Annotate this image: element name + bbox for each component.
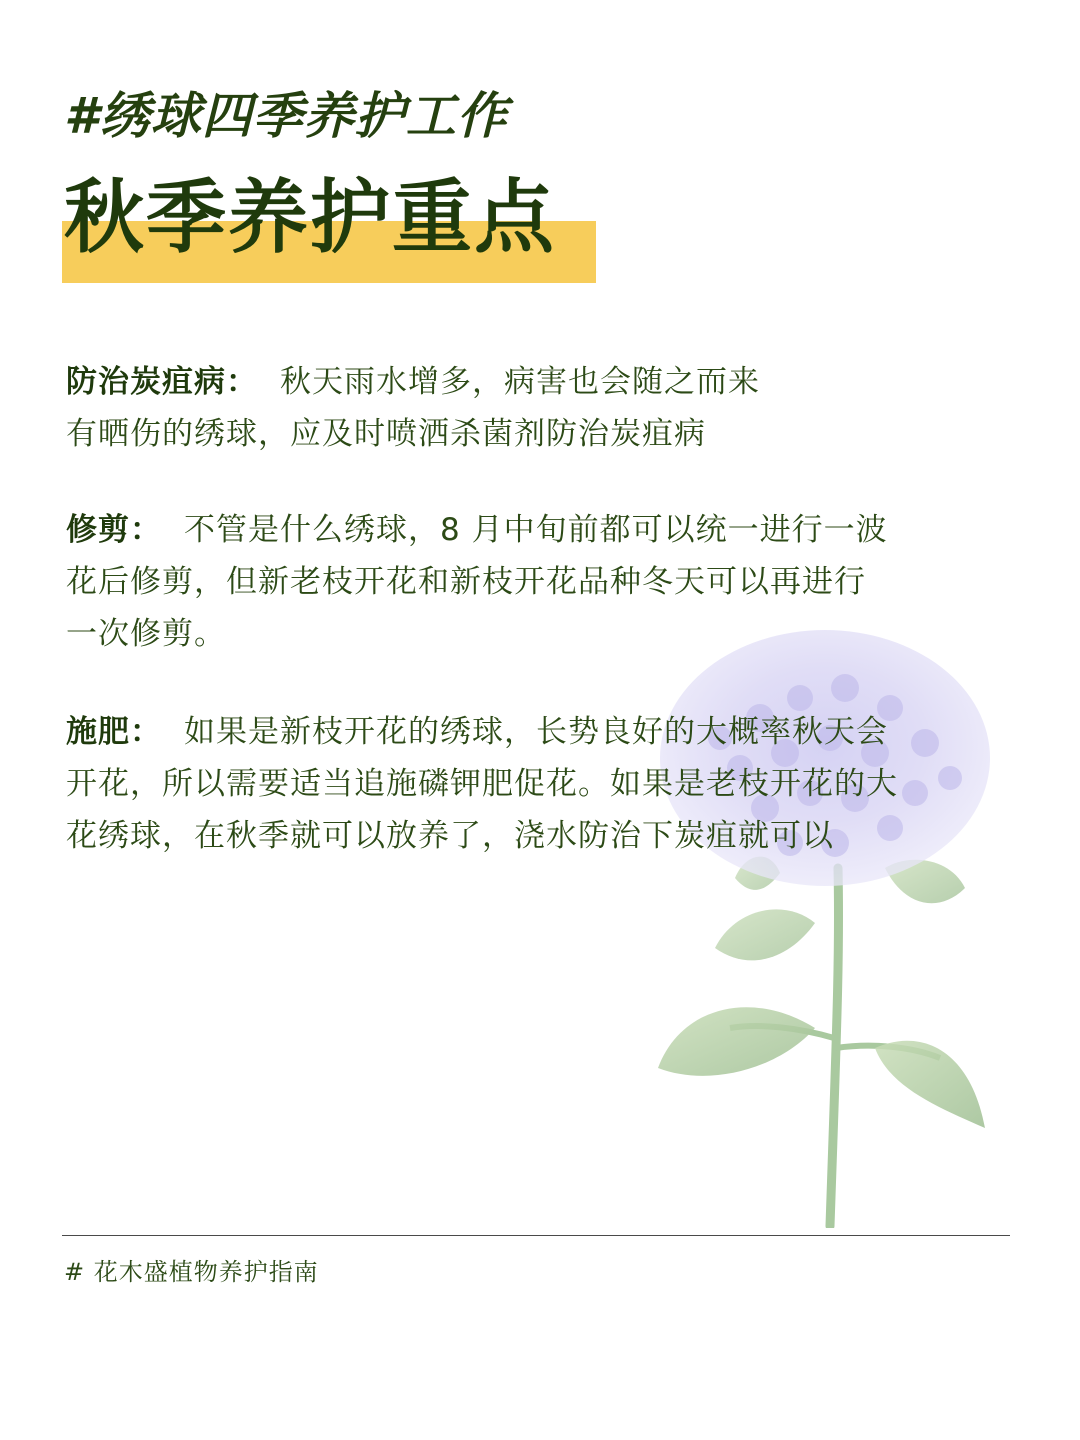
section-label: 防治炭疽病： — [66, 364, 258, 400]
footer-tag: # 花木盛植物养护指南 — [64, 1258, 319, 1286]
section-text: 一次修剪。 — [66, 616, 226, 652]
section-text: 开花，所以需要适当追施磷钾肥促花。如果是老枝开花的大 — [66, 766, 898, 802]
title-block — [62, 170, 596, 284]
section-text: 秋天雨水增多，病害也会随之而来 — [280, 364, 760, 400]
footer-divider — [62, 1235, 1010, 1236]
section-text: 不管是什么绣球，8 月中旬前都可以统一进行一波 — [184, 512, 888, 548]
topic-hashtag: #绣球四季养护工作 — [64, 87, 508, 145]
page-title: 秋季养护重点 — [64, 171, 556, 264]
section-pruning — [66, 504, 1006, 660]
section-line — [66, 356, 1006, 408]
section-line — [66, 706, 1006, 758]
section-label: 修剪： — [66, 512, 162, 548]
section-label: 施肥： — [66, 714, 162, 750]
section-text: 如果是新枝开花的绣球，长势良好的大概率秋天会 — [184, 714, 888, 750]
section-disease-control — [66, 356, 1006, 460]
section-text: 花绣球，在秋季就可以放养了，浇水防治下炭疽就可以 — [66, 818, 834, 854]
section-text: 花后修剪，但新老枝开花和新枝开花品种冬天可以再进行 — [66, 564, 866, 600]
section-fertilizing — [66, 706, 1006, 862]
section-line — [66, 504, 1006, 556]
section-text: 有晒伤的绣球，应及时喷洒杀菌剂防治炭疽病 — [66, 416, 706, 452]
